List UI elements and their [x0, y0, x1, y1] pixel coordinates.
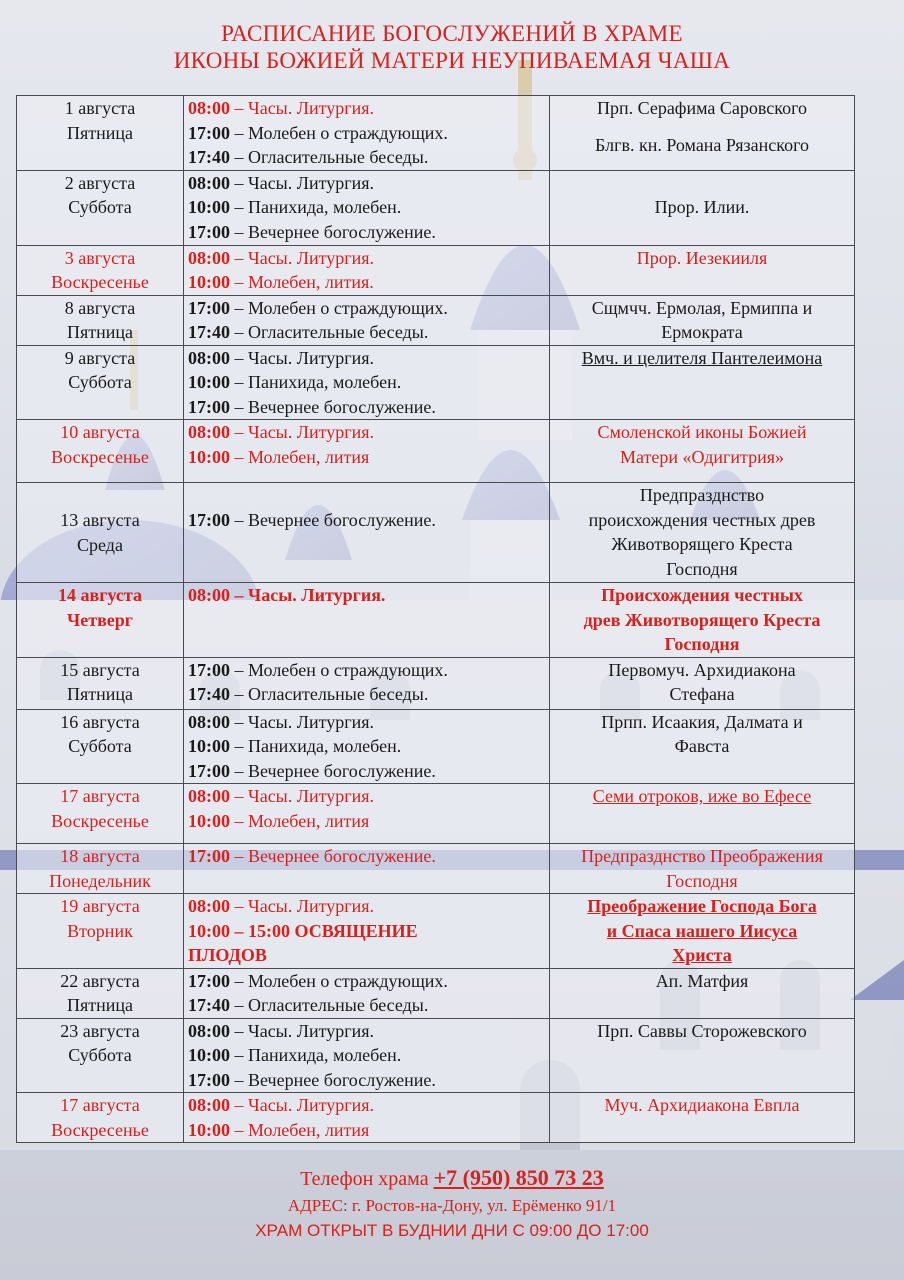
title-line-2: ИКОНЫ БОЖИЕЙ МАТЕРИ НЕУПИВАЕМАЯ ЧАША: [173, 48, 731, 73]
service-time: 10:00 – 15:00 ОСВЯЩЕНИЕ: [188, 920, 418, 941]
date-label: 1 августа: [64, 98, 136, 118]
services-cell: [184, 784, 550, 844]
date-cell: [17, 784, 184, 844]
service-time: 10:00: [188, 736, 230, 756]
date-label: 3 августа: [64, 247, 136, 268]
feast-line: Вмч. и целителя Пантелеимона: [581, 347, 823, 368]
services-cell: [184, 483, 550, 583]
feast-line: Происхождения честных: [601, 585, 803, 605]
feast-cell: [550, 170, 855, 245]
weekday-label: Понедельник: [49, 870, 151, 891]
service-text: – Огласительные беседы.: [230, 995, 429, 1015]
service-text: – Молебен, лития.: [230, 272, 374, 292]
date-label: 19 августа: [60, 896, 140, 916]
service-text: – Огласительные беседы.: [230, 322, 429, 342]
date-cell: [17, 844, 184, 894]
service-time: 08:00: [188, 347, 230, 368]
services-cell: [184, 245, 550, 295]
date-label: 14 августа: [58, 585, 142, 605]
date-label: 22 августа: [60, 970, 140, 991]
date-label: 2 августа: [64, 172, 136, 193]
date-cell: [17, 170, 184, 245]
date-cell: [17, 968, 184, 1018]
service-time: 08:00: [188, 585, 230, 605]
service-time: 17:00: [188, 760, 230, 781]
service-text: – Молебен, лития: [230, 446, 370, 467]
feast-line: Первомуч. Архидиакона: [608, 659, 796, 680]
feast-line: древ Животворящего Креста: [583, 609, 821, 630]
service-text: – Молебен о страждующих.: [230, 970, 448, 991]
service-time: 08:00: [188, 422, 230, 442]
weekday-label: Пятница: [66, 995, 134, 1015]
services-cell: [184, 968, 550, 1018]
table-row: [17, 709, 855, 784]
weekday-label: Пятница: [66, 122, 134, 143]
feast-line: Ап. Матфия: [655, 970, 749, 991]
feast-line: Прп. Саввы Сторожевского: [597, 1020, 807, 1041]
feast-line: Господня: [664, 634, 740, 654]
table-row: [17, 1018, 855, 1093]
services-cell: [184, 295, 550, 345]
service-text: – Вечернее богослужение.: [230, 221, 436, 242]
feast-cell: [550, 844, 855, 894]
feast-line: Фавста: [674, 736, 730, 756]
weekday-label: Воскресенье: [51, 446, 149, 467]
table-row: [17, 583, 855, 658]
services-cell: [184, 96, 550, 171]
table-row: [17, 784, 855, 844]
date-cell: [17, 420, 184, 483]
service-time: 08:00: [188, 1095, 230, 1115]
date-cell: [17, 709, 184, 784]
feast-line: Господня: [666, 870, 738, 891]
weekday-label: Воскресенье: [51, 1119, 149, 1140]
services-cell: [184, 345, 550, 420]
service-time: 10:00: [188, 446, 230, 467]
feast-line: Предпразднство Преображения: [581, 846, 823, 866]
service-text: – Панихида, молебен.: [230, 197, 402, 217]
weekday-label: Суббота: [68, 197, 132, 217]
date-cell: [17, 583, 184, 658]
service-time: 08:00: [188, 711, 230, 732]
service-text: – Часы. Литургия.: [230, 172, 375, 193]
date-label: 17 августа: [60, 786, 140, 806]
services-cell: [184, 844, 550, 894]
feast-line: Прпп. Исаакия, Далмата и: [601, 711, 803, 732]
weekday-label: Воскресенье: [51, 810, 149, 831]
table-row: [17, 420, 855, 483]
date-cell: [17, 1018, 184, 1093]
date-cell: [17, 295, 184, 345]
feast-line: Христа: [672, 945, 732, 965]
feast-line: Матери «Одигитрия»: [619, 446, 785, 467]
service-time: 10:00: [188, 272, 230, 292]
service-time: 17:00: [188, 846, 230, 866]
date-cell: [17, 894, 184, 969]
weekday-label: Среда: [77, 534, 123, 555]
service-time: 08:00: [188, 1020, 230, 1041]
date-label: 23 августа: [60, 1020, 140, 1041]
service-text: – Вечернее богослужение.: [230, 846, 436, 866]
service-text: – Часы. Литургия.: [230, 422, 375, 442]
service-time: 17:00: [188, 970, 230, 991]
service-time: 08:00: [188, 172, 230, 193]
service-time: 17:00: [188, 221, 230, 242]
service-text: – Вечернее богослужение.: [230, 1069, 436, 1090]
feast-line: Муч. Архидиакона Евпла: [604, 1095, 800, 1115]
phone-label: Телефон храма: [300, 1168, 434, 1190]
table-row: [17, 483, 855, 583]
service-text: – Огласительные беседы.: [230, 147, 429, 167]
service-time: 08:00: [188, 896, 230, 916]
service-text: – Вечернее богослужение.: [230, 510, 436, 531]
feast-cell: [550, 894, 855, 969]
schedule-table: [16, 95, 855, 1143]
feast-line: происхождения честных древ: [588, 509, 816, 530]
feast-line: Прор. Иезекииля: [636, 247, 768, 268]
service-text: – Панихида, молебен.: [230, 372, 402, 392]
document-title: [0, 20, 904, 74]
service-time: 10:00: [188, 1119, 230, 1140]
service-text: – Молебен, лития: [230, 1119, 370, 1140]
feast-cell: [550, 583, 855, 658]
service-time: 08:00: [188, 247, 230, 268]
service-time: 10:00: [188, 197, 230, 217]
feast-cell: [550, 709, 855, 784]
feast-line: Животворящего Креста: [611, 534, 793, 554]
service-text: – Молебен о страждующих.: [230, 659, 448, 680]
service-time: 10:00: [188, 1045, 230, 1065]
service-text: – Часы. Литургия.: [230, 98, 375, 118]
service-text: – Панихида, молебен.: [230, 1045, 402, 1065]
feast-line: Блгв. кн. Романа Рязанского: [594, 134, 810, 155]
table-row: [17, 96, 855, 171]
service-time: 17:00: [188, 396, 230, 417]
service-time: ПЛОДОВ: [188, 945, 267, 965]
feast-line: Господня: [666, 558, 738, 579]
service-time: 17:40: [188, 147, 230, 167]
feast-cell: [550, 345, 855, 420]
service-text: – Часы. Литургия.: [230, 1095, 375, 1115]
weekday-label: Четверг: [67, 609, 133, 630]
service-text: – Панихида, молебен.: [230, 736, 402, 756]
feast-line: Предпразднство: [639, 485, 765, 505]
date-label: 13 августа: [60, 510, 140, 530]
service-text: – Часы. Литургия.: [230, 786, 375, 806]
service-text: – Часы. Литургия.: [230, 247, 375, 268]
table-row: [17, 968, 855, 1018]
weekday-label: Суббота: [68, 372, 132, 392]
service-text: – Молебен о страждующих.: [230, 297, 448, 318]
service-text: – Часы. Литургия.: [230, 347, 375, 368]
date-cell: [17, 345, 184, 420]
services-cell: [184, 709, 550, 784]
feast-cell: [550, 968, 855, 1018]
feast-line: Стефана: [669, 684, 735, 704]
service-text: – Часы. Литургия.: [230, 1020, 375, 1041]
service-time: 17:00: [188, 659, 230, 680]
feast-line: Смоленской иконы Божией: [597, 422, 807, 442]
feast-cell: [550, 295, 855, 345]
service-text: – Молебен, лития: [230, 810, 370, 831]
service-text: – Часы. Литургия.: [230, 585, 386, 605]
weekday-label: Пятница: [66, 322, 134, 342]
footer-hours: ХРАМ ОТКРЫТ В БУДНИИ ДНИ С 09:00 ДО 17:00: [255, 1221, 649, 1240]
service-time: 17:40: [188, 995, 230, 1015]
services-cell: [184, 583, 550, 658]
date-label: 18 августа: [60, 846, 140, 866]
footer-address: АДРЕС: г. Ростов-на-Дону, ул. Ерёменко 91/1: [287, 1196, 617, 1215]
table-row: [17, 170, 855, 245]
feast-line: и Спаса нашего Иисуса: [606, 920, 798, 941]
date-label: 10 августа: [60, 422, 140, 442]
service-time: 17:00: [188, 510, 230, 531]
footer-phone: [0, 1165, 904, 1191]
services-cell: [184, 170, 550, 245]
service-time: 10:00: [188, 372, 230, 392]
feast-line: Прор. Илии.: [654, 197, 750, 218]
service-time: 08:00: [188, 786, 230, 806]
feast-line: Прп. Серафима Саровского: [596, 98, 808, 118]
feast-line: Ермократа: [661, 322, 743, 342]
services-cell: [184, 657, 550, 709]
service-time: 17:00: [188, 1069, 230, 1090]
service-text: – Вечернее богослужение.: [230, 760, 436, 781]
services-cell: [184, 1093, 550, 1143]
services-cell: [184, 894, 550, 969]
date-cell: [17, 1093, 184, 1143]
date-label: 16 августа: [60, 711, 140, 732]
feast-line: Семи отроков, иже во Ефесе: [592, 786, 812, 806]
table-row: [17, 894, 855, 969]
service-time: 08:00: [188, 98, 230, 118]
feast-cell: [550, 657, 855, 709]
feast-line: Сщмчч. Ермолая, Ермиппа и: [591, 297, 813, 318]
service-text: – Часы. Литургия.: [230, 896, 375, 916]
weekday-label: Воскресенье: [51, 272, 149, 292]
feast-cell: [550, 96, 855, 171]
feast-cell: [550, 420, 855, 483]
weekday-label: Вторник: [67, 920, 133, 941]
date-label: 15 августа: [60, 659, 140, 680]
services-cell: [184, 420, 550, 483]
date-cell: [17, 657, 184, 709]
feast-cell: [550, 245, 855, 295]
table-row: [17, 1093, 855, 1143]
date-label: 9 августа: [64, 347, 136, 368]
date-cell: [17, 96, 184, 171]
date-label: 8 августа: [64, 297, 136, 318]
service-text: – Огласительные беседы.: [230, 684, 429, 704]
date-cell: [17, 483, 184, 583]
service-time: 17:00: [188, 297, 230, 318]
feast-cell: [550, 784, 855, 844]
table-row: [17, 295, 855, 345]
service-time: 17:40: [188, 684, 230, 704]
table-row: [17, 245, 855, 295]
feast-cell: [550, 1018, 855, 1093]
services-cell: [184, 1018, 550, 1093]
phone-link[interactable]: +7 (950) 850 73 23: [433, 1165, 604, 1190]
table-row: [17, 844, 855, 894]
feast-cell: [550, 1093, 855, 1143]
service-time: 17:40: [188, 322, 230, 342]
service-text: – Молебен о страждующих.: [230, 122, 448, 143]
weekday-label: Суббота: [68, 1045, 132, 1065]
table-row: [17, 345, 855, 420]
weekday-label: Пятница: [66, 684, 134, 704]
weekday-label: Суббота: [68, 736, 132, 756]
date-label: 17 августа: [60, 1095, 140, 1115]
service-text: – Часы. Литургия.: [230, 711, 375, 732]
service-time: 10:00: [188, 810, 230, 831]
service-time: 17:00: [188, 122, 230, 143]
date-cell: [17, 245, 184, 295]
table-row: [17, 657, 855, 709]
feast-line: Преображение Господа Бога: [587, 896, 817, 916]
service-text: – Вечернее богослужение.: [230, 396, 436, 417]
title-line-1: РАСПИСАНИЕ БОГОСЛУЖЕНИЙ В ХРАМЕ: [221, 21, 683, 46]
feast-cell: [550, 483, 855, 583]
